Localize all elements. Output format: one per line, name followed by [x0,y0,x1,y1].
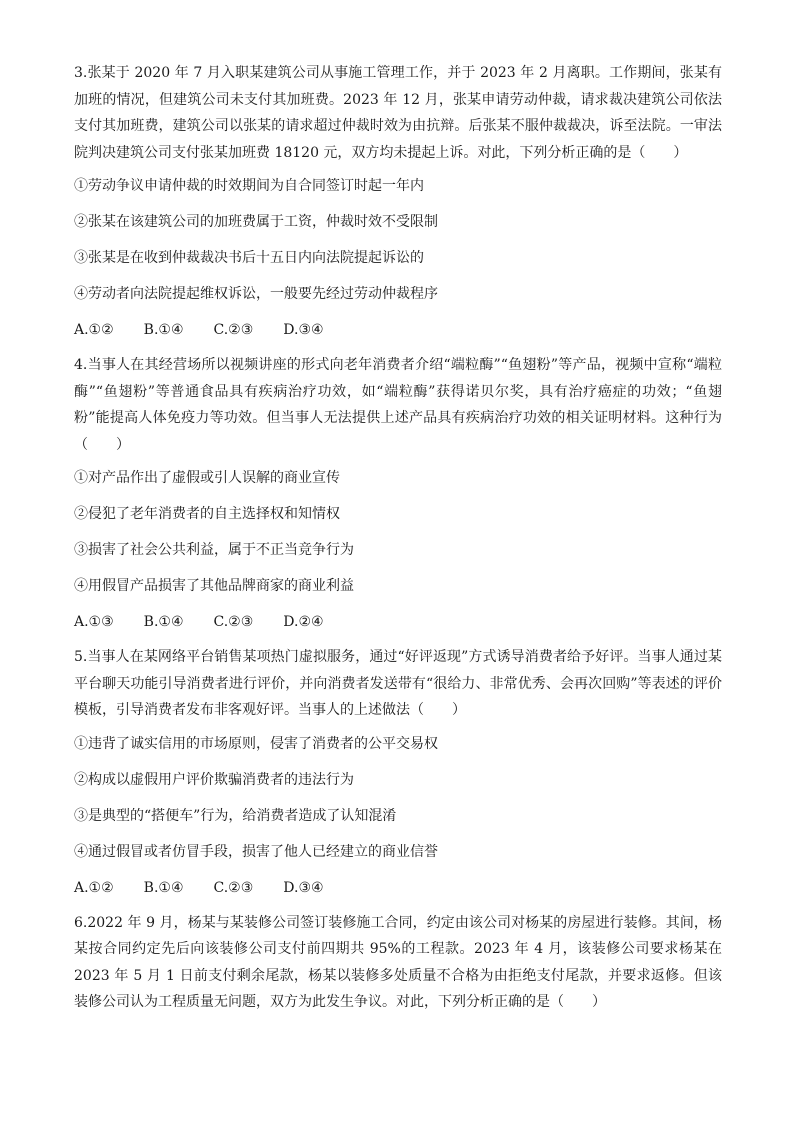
choice-d[interactable]: D.③④ [283,879,324,896]
answer-choices [74,320,722,340]
answer-choices [74,878,722,898]
choice-c[interactable]: C.②③ [213,879,254,896]
question-3 [74,60,722,340]
choice-c[interactable]: C.②③ [213,322,254,338]
question-5 [74,644,722,898]
option-1: ①劳动争议申请仲裁的时效期间为自合同签订时起一年内 [74,178,424,194]
answer-choices [74,612,722,632]
option-3: ③损害了社会公共利益，属于不正当竞争行为 [74,542,354,558]
option-1: ①违背了诚实信用的市场原则，侵害了消费者的公平交易权 [74,735,438,752]
option-2: ②构成以虚假用户评价欺骗消费者的违法行为 [74,771,354,788]
option-4: ④通过假冒或者仿冒手段，损害了他人已经建立的商业信誉 [74,843,438,860]
choice-b[interactable]: B.①④ [143,614,184,630]
option-2: ②侵犯了老年消费者的自主选择权和知情权 [74,506,340,522]
question-stem: 5.当事人在某网络平台销售某项热门虚拟服务，通过“好评返现”方式诱导消费者给予好评。当事人通过某平台聊天功能引导消费者进行评价，并向消费者发送带有“很给力、非常优秀、会再次回购”等表述的评价模板，引导消费者发布非客观好评。当事人的上述做法（ ） [74,649,722,718]
option-1: ①对产品作出了虚假或引人误解的商业宣传 [74,470,340,486]
choice-b[interactable]: B.①④ [143,879,184,896]
choice-a[interactable]: A.①② [74,322,114,338]
choice-a[interactable]: A.①③ [74,614,114,630]
choice-d[interactable]: D.②④ [283,614,324,630]
question-stem: 6.2022 年 9 月，杨某与某装修公司签订装修施工合同，约定由该公司对杨某的房屋进行装修。其间，杨某按合同约定先后向该装修公司支付前四期共 95%的工程款。2023 年 4 月，该装修公司要求杨某在 2023 年 5 月 1 日前支付剩余尾款，杨某以装修多处质量不合格为由拒绝支付尾款，并要求返修。但该装修公司认为工程质量无问题，双方为此发生争议。对此，下列分析正确的是（ ） [74,914,722,1010]
question-stem: 3.张某于 2020 年 7 月入职某建筑公司从事施工管理工作，并于 2023 年 2 月离职。工作期间，张某有加班的情况，但建筑公司未支付其加班费。2023 年 12 月，张某申请劳动仲裁，请求裁决建筑公司依法支付其加班费，建筑公司以张某的请求超过仲裁时效为由抗辩。后张某不服仲裁裁决，诉至法院。一审法院判决建筑公司支付张某加班费 18120 元，双方均未提起上诉。对此，下列分析正确的是（ ） [74,65,722,161]
option-2: ②张某在该建筑公司的加班费属于工资，仲裁时效不受限制 [74,214,438,230]
option-4: ④用假冒产品损害了其他品牌商家的商业利益 [74,578,354,594]
choice-b[interactable]: B.①④ [143,322,184,338]
choice-d[interactable]: D.③④ [283,322,324,338]
question-4 [74,352,722,632]
option-3: ③是典型的“搭便车”行为，给消费者造成了认知混淆 [74,807,397,824]
choice-a[interactable]: A.①② [74,879,114,896]
option-3: ③张某是在收到仲裁裁决书后十五日内向法院提起诉讼的 [74,250,424,266]
question-stem: 4.当事人在其经营场所以视频讲座的形式向老年消费者介绍“端粒酶”“鱼翅粉”等产品，视频中宣称“端粒酶”“鱼翅粉”等普通食品具有疾病治疗功效，如“端粒酶”获得诺贝尔奖，具有治疗癌症的功效；“鱼翅粉”能提高人体免疫力等功效。但当事人无法提供上述产品具有疾病治疗功效的相关证明材料。这种行为（ ） [74,357,722,453]
question-6 [74,910,722,1016]
choice-c[interactable]: C.②③ [213,614,254,630]
option-4: ④劳动者向法院提起维权诉讼，一般要先经过劳动仲裁程序 [74,286,438,302]
